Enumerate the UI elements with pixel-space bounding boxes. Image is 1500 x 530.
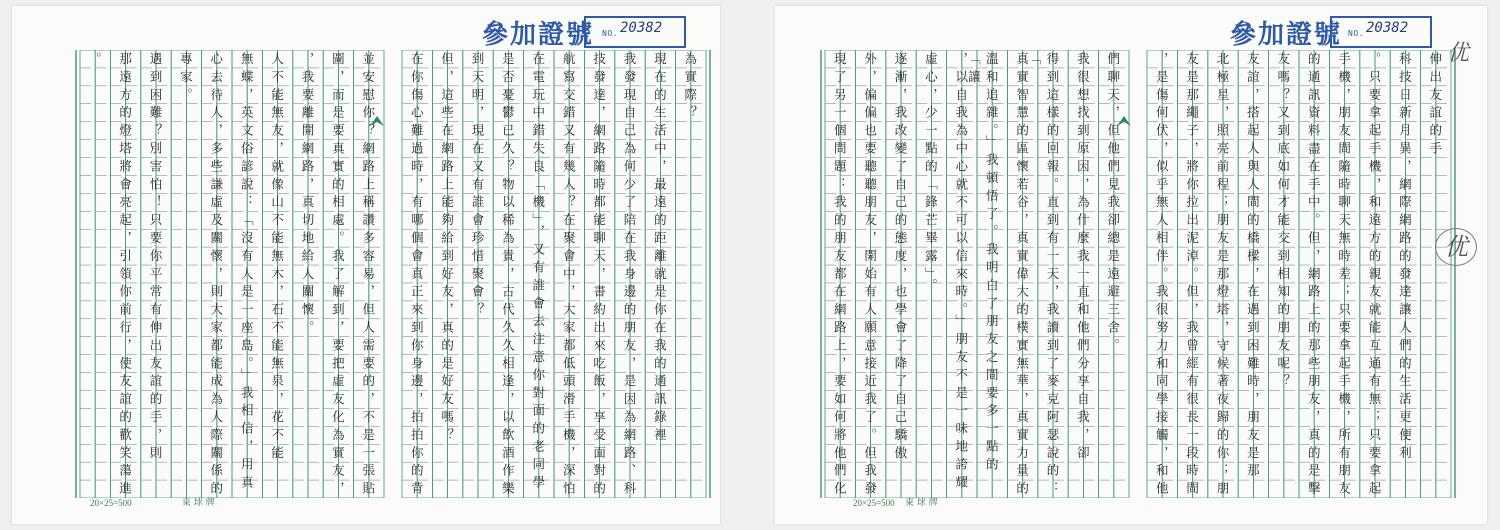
text-column: 我很想找到原因，為什麼我一直和他們分享自我，卻 <box>1075 52 1091 464</box>
text-column: 為實際？ <box>682 52 698 124</box>
text-column: 們聊天，但他們見我卻總是遠避三舍。 <box>1105 52 1121 357</box>
text-column: 的通訊資料盡在手中。但，網路上的那些朋友，真的是擊 <box>1306 52 1322 500</box>
text-column: 伸出友誼的手 <box>1427 52 1443 160</box>
text-column: 溫和追雜。」我頓悟了。我明白了朋友之間要多一點的「讓 <box>966 52 1000 476</box>
publisher-label: 東 球 牌 <box>182 498 215 508</box>
text-column: 到天明，現在又有誰會珍惜聚會？ <box>470 52 485 321</box>
text-column: 航寫交錯又有幾人？在聚會中，大家都低頭滑手機，深怕 <box>561 52 577 500</box>
text-column: 無蝶，英文俗諺說：「沒有人是一座島。」我相信，用真 <box>239 52 255 494</box>
text-column: 人不能無友，就像山不能無木，石不能無泉，花不能 <box>269 52 285 464</box>
text-column: 技發達，網路隨時都能聊天，書約出來吃飯，享受面對的 <box>591 52 607 500</box>
text-column: 虛心，少一點的「鋒芒畢露」。 <box>923 52 939 297</box>
text-column: ，我要離開網路，真切地給人關懷。 <box>300 52 315 339</box>
number-label-right: NO. <box>1348 29 1364 38</box>
text-column: 現了另一個問題：我的朋友都在網路上，要如何將他們化 <box>832 52 848 500</box>
grid-spec-label: 20×25=500 <box>90 498 132 508</box>
text-column: 圖，而是要真實的相處。我了解到，要把虛友化為實友， <box>330 52 346 500</box>
right-manuscript-page <box>775 6 1487 524</box>
text-column: 友嗎？又到底如何才能交到相知的朋友呢？ <box>1275 52 1291 393</box>
text-column: 逐漸，我改變了自己的態度，也學會了降了自己驕傲 <box>893 52 908 464</box>
text-column: 專家。 <box>178 52 194 106</box>
text-column: 。只要拿起手機，和遠方的親友就能互通有無；只要拿起 <box>1367 52 1382 500</box>
page-header-title-right: 參加證號 <box>1230 20 1343 50</box>
text-column: 並安慰你？網路上稱讚多容易，但人需要的，不是一張貼 <box>360 52 376 500</box>
text-column: 在你傷心難過時，有哪個會真正來到你身邊，拍拍你的背 <box>409 52 425 500</box>
publisher-label-right: 東 球 牌 <box>905 498 938 508</box>
text-column: ，以自我為中心就不可以信來時。」朋友不是一味地誇耀 <box>953 52 969 494</box>
text-column: 友是那繩子，將你拉出泥淖。但，我曾經有很長一段時間 <box>1184 52 1200 500</box>
text-column: ，是傷何伏，似乎無人相伴。我很努力和同學接觸，和他 <box>1154 52 1170 500</box>
text-column: 北極星，照亮前程；朋友是那燈塔，守候著夜歸的你；朋 <box>1215 52 1230 500</box>
entry-number: 20382 <box>620 20 663 36</box>
entry-number-box <box>584 16 686 48</box>
text-column: 心去待人，多些謙虛及關懷，則大家都能成為人際關係的 <box>208 52 224 500</box>
text-column: 那遠方的燈塔將會亮起，引領你前行，使友誼的歡笑蕩進 <box>117 52 133 500</box>
entry-number-right: 20382 <box>1366 20 1409 36</box>
entry-number-box-right <box>1330 16 1432 48</box>
text-column: 。 <box>87 52 103 70</box>
left-manuscript-page <box>12 6 720 524</box>
number-label: NO. <box>602 29 618 38</box>
grader-mark-1: 优 <box>1447 41 1470 66</box>
text-column: 我發現自己為何少了陪在我身邊的朋友，是因為網路、科 <box>622 52 637 500</box>
text-column: 得到這樣的回報。直到有一天，我讀到了麥克阿瑟說的：「 <box>1027 52 1060 500</box>
text-column: 現在的生活中，最遠的距離就是你在我的通訊錄裡 <box>652 52 668 446</box>
text-column: 遇到困難？別害怕！只要你平常有伸出友誼的手，則 <box>148 52 163 464</box>
text-column: 外，偏偏也要聽聽朋友，開始有人願意接近我了。但我發 <box>862 52 878 500</box>
text-column: 真實智慧的區懷若谷，真實偉大的樸實無華，真實力量的 <box>1014 52 1030 500</box>
text-column: 友誼，搭起人與人間的橋樑，在遇到困難時，朋友是那 <box>1245 52 1261 482</box>
text-column: 是否憂鬱已久？物以稀為貴，古代久久相逢，以飲酒作樂 <box>500 52 516 500</box>
grader-mark-2: 优 <box>1435 228 1477 266</box>
page-header-title: 參加證號 <box>482 20 595 50</box>
text-column: 科技日新月異，網際網路的發達讓人們的生活更便利 <box>1397 52 1413 464</box>
text-column: 在電玩中錯失良「機」，又有誰會去注意你對面的老同學 <box>530 52 546 494</box>
text-column: 手機，朋友間隨時聊天無時差；只要拿起手機，所有朋友 <box>1336 52 1352 500</box>
grid-spec-label-right: 20×25=500 <box>853 498 895 508</box>
text-column: 但，這些在網路上能夠給到好友，真的是好友嗎？ <box>439 52 455 446</box>
